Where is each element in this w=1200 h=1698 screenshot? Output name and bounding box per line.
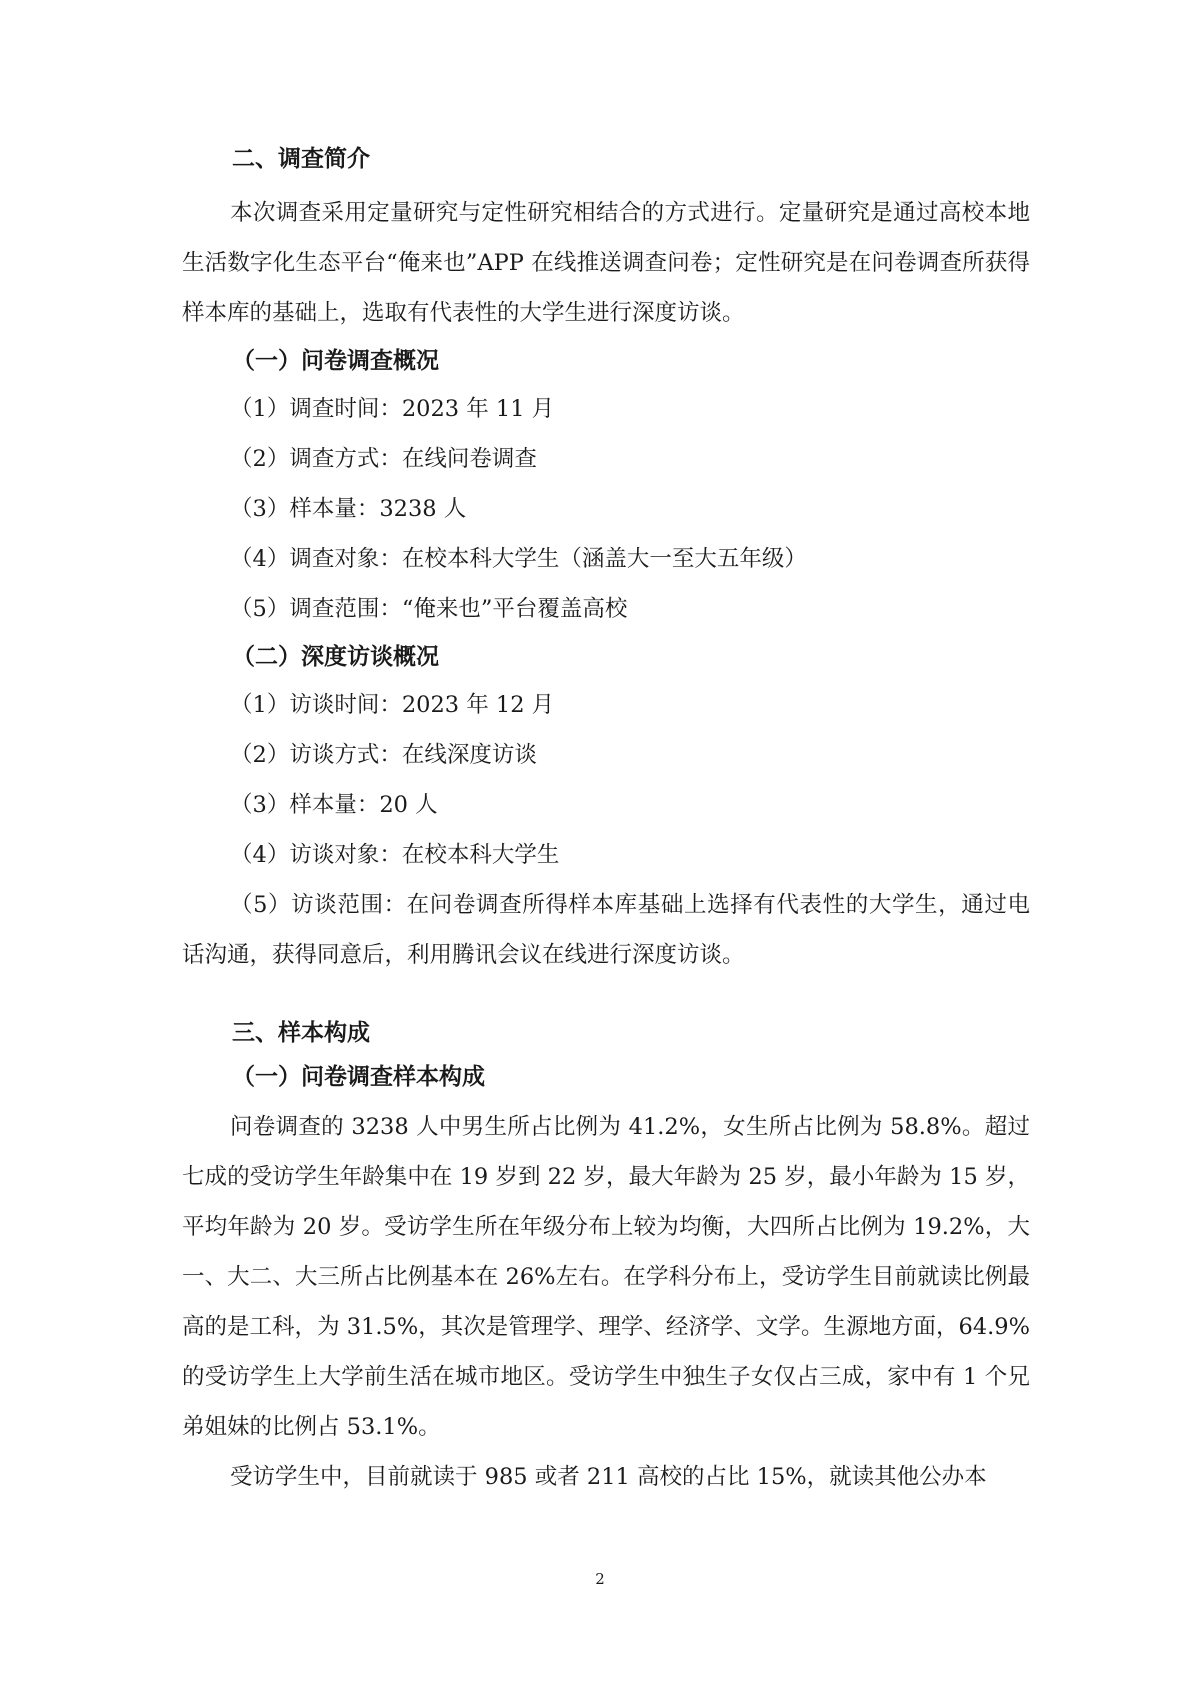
interview-item-sample: （3）样本量：20 人 (230, 792, 438, 818)
survey-sample-heading: （一）问卷调查样本构成 (232, 1064, 485, 1090)
survey-overview-list (182, 384, 1030, 634)
interview-item-target: （4）访谈对象：在校本科大学生 (230, 842, 560, 868)
page-number: 2 (595, 1570, 605, 1588)
section-2-intro: 本次调查采用定量研究与定性研究相结合的方式进行。定量研究是通过高校本地生活数字化生态平台“俺来也”APP 在线推送调查问卷；定性研究是在问卷调查所获得样本库的基础上，选取有代表性的大学生进行深度访谈。 (182, 200, 1030, 326)
interview-item-method: （2）访谈方式：在线深度访谈 (230, 742, 537, 768)
survey-overview-heading: （一）问卷调查概况 (232, 348, 439, 374)
interview-overview-heading: （二）深度访谈概况 (232, 644, 439, 670)
interview-item-time: （1）访谈时间：2023 年 12 月 (230, 692, 555, 718)
survey-item-sample: （3）样本量：3238 人 (230, 496, 467, 522)
interview-overview-list (182, 680, 1030, 980)
survey-item-time: （1）调查时间：2023 年 11 月 (230, 396, 555, 422)
school-type-paragraph: 受访学生中，目前就读于 985 或者 211 高校的占比 15%，就读其他公办本 (230, 1464, 987, 1490)
section-3-heading: 三、样本构成 (232, 1020, 370, 1046)
page-content (182, 142, 1030, 1502)
interview-item-scope: （5）访谈范围：在问卷调查所得样本库基础上选择有代表性的大学生，通过电话沟通，获得同意后，利用腾讯会议在线进行深度访谈。 (182, 892, 1030, 968)
section-2-heading: 二、调查简介 (232, 146, 370, 172)
survey-item-target: （4）调查对象：在校本科大学生（涵盖大一至大五年级） (230, 546, 807, 572)
survey-item-scope: （5）调查范围：“俺来也”平台覆盖高校 (230, 596, 628, 622)
survey-item-method: （2）调查方式：在线问卷调查 (230, 446, 537, 472)
sample-composition-paragraph: 问卷调查的 3238 人中男生所占比例为 41.2%，女生所占比例为 58.8%。超过七成的受访学生年龄集中在 19 岁到 22 岁，最大年龄为 25 岁，最小年龄为 15 岁，平均年龄为 20 岁。受访学生所在年级分布上较为均衡，大四所占比例为 19.2%，大一、大二、大三所占比例基本在 26%左右。在学科分布上，受访学生目前就读比例最高的是工科，为 31.5%，其次是管理学、理学、经济学、文学。生源地方面，64.9%的受访学生上大学前生活在城市地区。受访学生中独生子女仅占三成，家中有 1 个兄弟姐妹的比例占 53.1%。 (182, 1114, 1030, 1440)
